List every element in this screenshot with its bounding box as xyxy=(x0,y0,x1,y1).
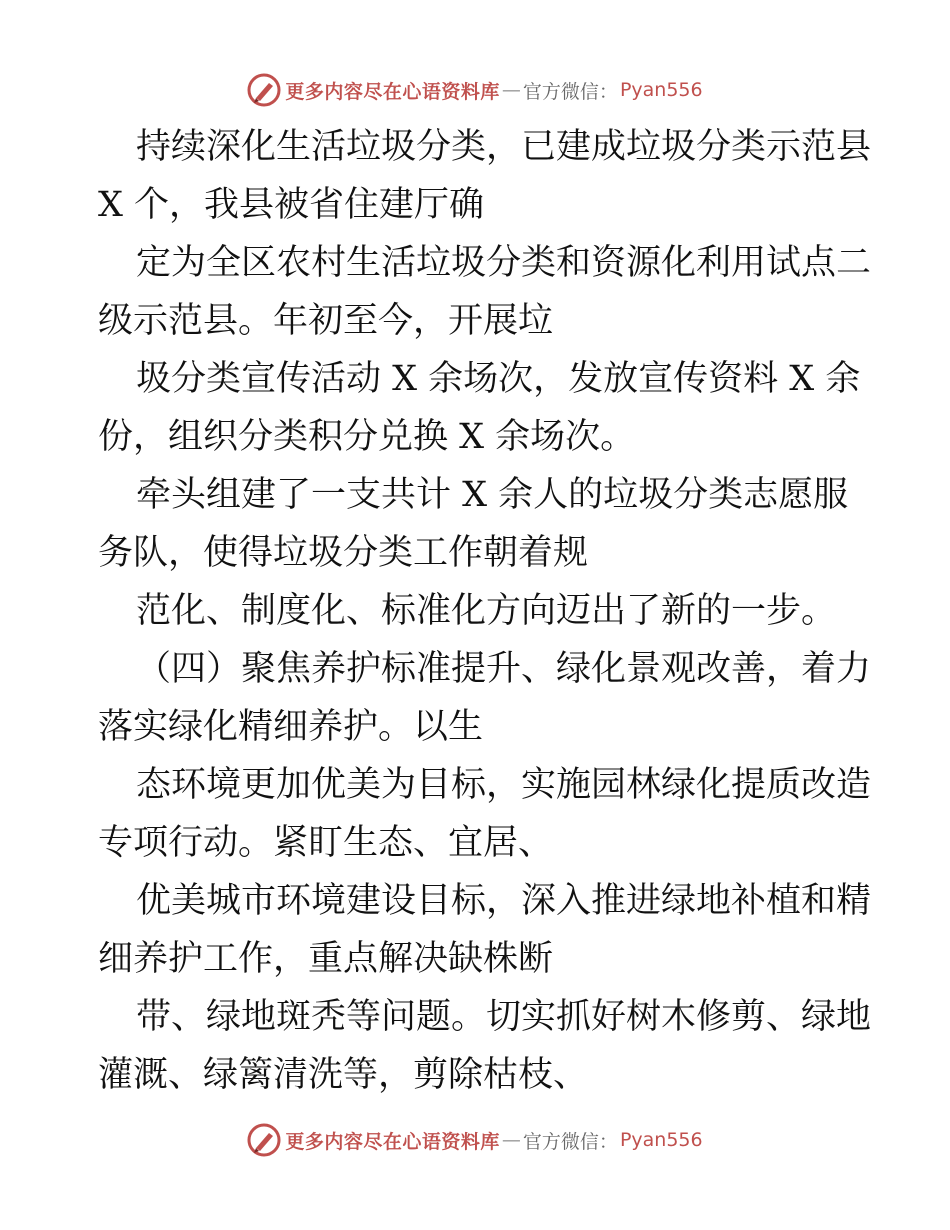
banner-separator: — xyxy=(501,1129,521,1151)
pen-logo-icon xyxy=(247,1123,281,1157)
text-line: 灌溉、绿篱清洗等，剪除枯枝、 xyxy=(98,1055,589,1095)
text-line: 圾分类宣传活动 X 余场次，发放宣传资料 X 余 xyxy=(136,359,861,399)
banner-official-label: 官方微信： xyxy=(522,1130,618,1153)
text-line: 份，组织分类积分兑换 X 余场次。 xyxy=(98,417,636,457)
text-line: 专项行动。紧盯生态、宜居、 xyxy=(98,823,554,863)
banner-wechat-id: Pyan556 xyxy=(619,79,703,101)
pen-logo-icon xyxy=(247,73,281,107)
text-line: 范化、制度化、标准化方向迈出了新的一步。 xyxy=(136,591,837,631)
banner-wechat-id: Pyan556 xyxy=(619,1129,703,1151)
section-heading-line: （四）聚焦养护标准提升、绿化景观改善，着力 xyxy=(136,649,872,689)
text-line: 态环境更加优美为目标，实施园林绿化提质改造 xyxy=(136,765,872,805)
text-line: 牵头组建了一支共计 X 余人的垃圾分类志愿服 xyxy=(136,475,849,515)
text-line: 级示范县。年初至今，开展垃 xyxy=(98,301,554,341)
banner-main-text: 更多内容尽在心语资料库 xyxy=(285,80,500,103)
text-line: 落实绿化精细养护。以生 xyxy=(98,707,484,747)
footer-banner xyxy=(0,1120,950,1160)
text-line: 优美城市环境建设目标，深入推进绿地补植和精 xyxy=(136,881,872,921)
text-line: 务队，使得垃圾分类工作朝着规 xyxy=(98,533,589,573)
banner-official-label: 官方微信： xyxy=(522,80,618,103)
text-line: 定为全区农村生活垃圾分类和资源化利用试点二 xyxy=(136,243,872,283)
banner-main-text: 更多内容尽在心语资料库 xyxy=(285,1130,500,1153)
header-banner xyxy=(0,70,950,110)
banner-separator: — xyxy=(501,79,521,101)
text-line: X 个，我县被省住建厅确 xyxy=(98,185,485,225)
text-line: 持续深化生活垃圾分类，已建成垃圾分类示范县 xyxy=(136,127,872,167)
text-line: 带、绿地斑秃等问题。切实抓好树木修剪、绿地 xyxy=(136,997,872,1037)
text-line: 细养护工作，重点解决缺株断 xyxy=(98,939,554,979)
